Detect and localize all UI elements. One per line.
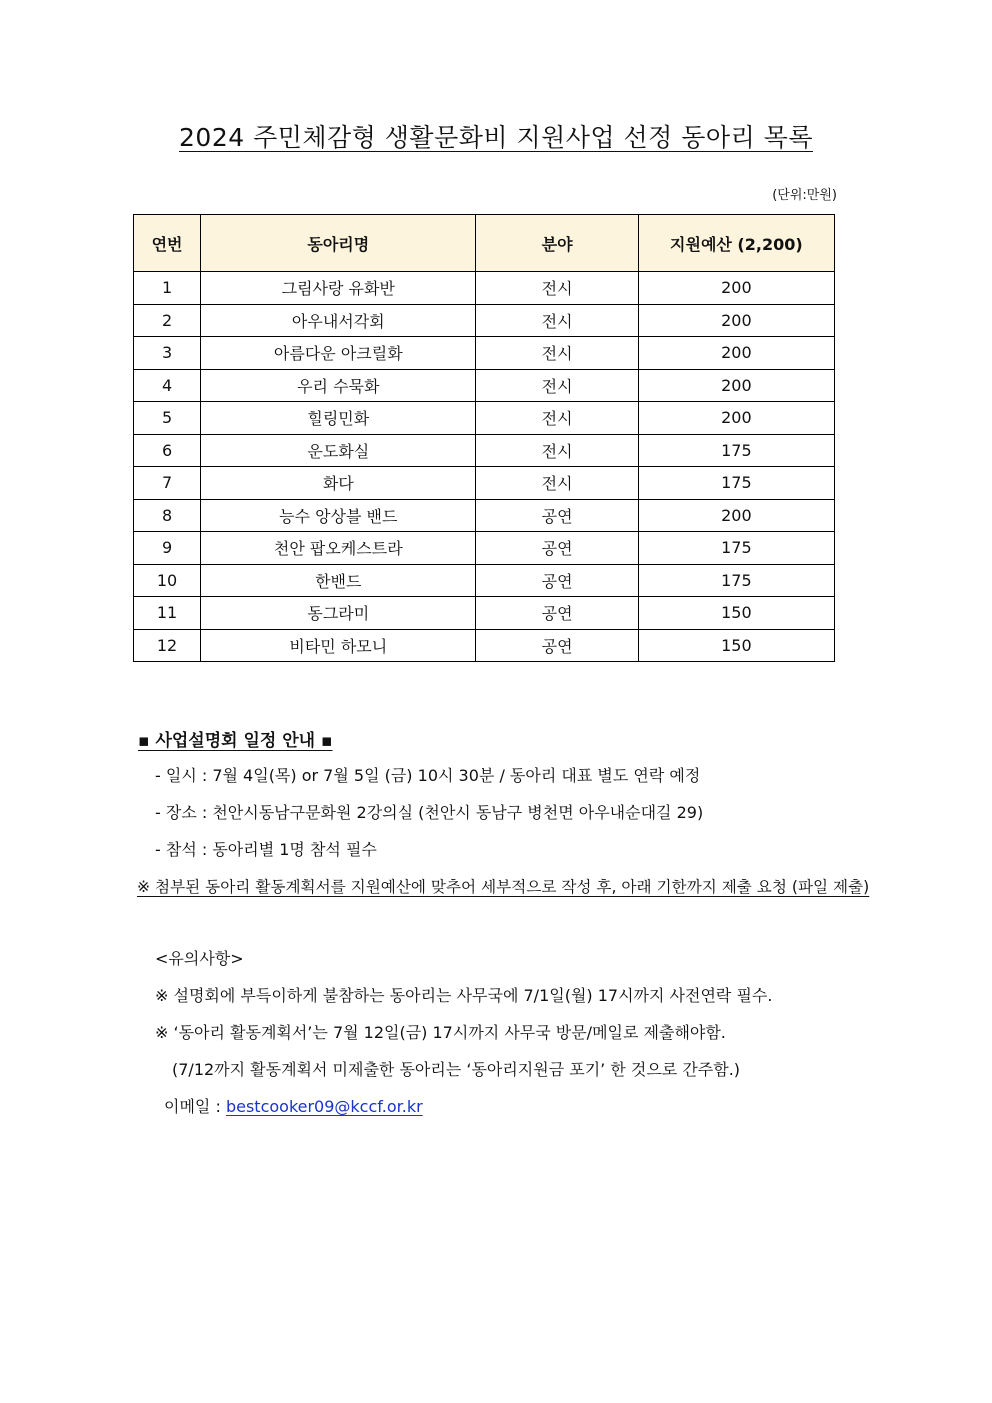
table-row xyxy=(134,564,835,597)
table-row xyxy=(134,369,835,402)
table-row xyxy=(134,629,835,662)
club-list-table xyxy=(133,214,835,662)
table-row xyxy=(134,499,835,532)
cell-number: 3 xyxy=(134,337,201,370)
cell-field: 공연 xyxy=(476,629,638,662)
cell-budget: 200 xyxy=(638,369,834,402)
table-row xyxy=(134,304,835,337)
cell-club-name: 우리 수묵화 xyxy=(201,369,476,402)
briefing-place: - 장소 : 천안시동남구문화원 2강의실 (천안시 동남구 병천면 아우내순대길 29) xyxy=(155,803,704,822)
cell-budget: 200 xyxy=(638,272,834,305)
cell-number: 9 xyxy=(134,532,201,565)
briefing-date: - 일시 : 7월 4일(목) or 7월 5일 (금) 10시 30분 / 동아리 대표 별도 연락 예정 xyxy=(155,766,701,785)
page-title xyxy=(0,118,992,158)
cell-number: 5 xyxy=(134,402,201,435)
email-label: 이메일 : xyxy=(164,1097,221,1116)
briefing-submission-note: ※ 첨부된 동아리 활동계획서를 지원예산에 맞추어 세부적으로 작성 후, 아래 기한까지 제출 요청 (파일 제출) xyxy=(137,878,870,896)
cell-field: 공연 xyxy=(476,499,638,532)
cell-club-name: 동그라미 xyxy=(201,597,476,630)
table-body xyxy=(134,272,835,662)
table-row xyxy=(134,337,835,370)
cell-field: 전시 xyxy=(476,467,638,500)
cell-field: 공연 xyxy=(476,597,638,630)
cell-budget: 200 xyxy=(638,337,834,370)
notice-item-absence: ※ 설명회에 부득이하게 불참하는 동아리는 사무국에 7/1일(월) 17시까지 사전연락 필수. xyxy=(155,986,773,1005)
cell-number: 10 xyxy=(134,564,201,597)
cell-number: 6 xyxy=(134,434,201,467)
cell-club-name: 비타민 하모니 xyxy=(201,629,476,662)
cell-field: 전시 xyxy=(476,304,638,337)
table-row xyxy=(134,532,835,565)
header-number: 연번 xyxy=(134,215,201,272)
table-row xyxy=(134,467,835,500)
header-club-name: 동아리명 xyxy=(201,215,476,272)
cell-club-name: 그림사랑 유화반 xyxy=(201,272,476,305)
table-row xyxy=(134,434,835,467)
notice-item-forfeit: (7/12까지 활동계획서 미제출한 동아리는 ‘동아리지원금 포기’ 한 것으로 간주함.) xyxy=(172,1060,741,1079)
cell-field: 전시 xyxy=(476,369,638,402)
cell-number: 2 xyxy=(134,304,201,337)
cell-club-name: 한밴드 xyxy=(201,564,476,597)
cell-budget: 150 xyxy=(638,629,834,662)
cell-budget: 175 xyxy=(638,564,834,597)
cell-field: 전시 xyxy=(476,272,638,305)
cell-club-name: 아우내서각회 xyxy=(201,304,476,337)
cell-club-name: 아름다운 아크릴화 xyxy=(201,337,476,370)
header-field: 분야 xyxy=(476,215,638,272)
page-title-text: 2024 주민체감형 생활문화비 지원사업 선정 동아리 목록 xyxy=(179,123,813,152)
unit-note: (단위:만원) xyxy=(772,188,837,203)
cell-budget: 175 xyxy=(638,532,834,565)
cell-club-name: 능수 앙상블 밴드 xyxy=(201,499,476,532)
cell-club-name: 천안 팝오케스트라 xyxy=(201,532,476,565)
cell-budget: 175 xyxy=(638,467,834,500)
briefing-attendance: - 참석 : 동아리별 1명 참석 필수 xyxy=(155,840,377,859)
notice-item-deadline: ※ ‘동아리 활동계획서’는 7월 12일(금) 17시까지 사무국 방문/메일로 제출해야함. xyxy=(155,1023,726,1042)
header-budget: 지원예산 (2,200) xyxy=(638,215,834,272)
table-row xyxy=(134,402,835,435)
cell-club-name: 화다 xyxy=(201,467,476,500)
cell-budget: 200 xyxy=(638,499,834,532)
cell-budget: 200 xyxy=(638,304,834,337)
cell-field: 공연 xyxy=(476,532,638,565)
cell-club-name: 힐링민화 xyxy=(201,402,476,435)
cell-number: 4 xyxy=(134,369,201,402)
cell-number: 12 xyxy=(134,629,201,662)
cell-number: 11 xyxy=(134,597,201,630)
cell-field: 전시 xyxy=(476,337,638,370)
cell-club-name: 운도화실 xyxy=(201,434,476,467)
notices-heading: <유의사항> xyxy=(155,949,244,968)
cell-number: 8 xyxy=(134,499,201,532)
briefing-heading: ▪ 사업설명회 일정 안내 ▪ xyxy=(138,731,333,751)
cell-budget: 150 xyxy=(638,597,834,630)
cell-budget: 200 xyxy=(638,402,834,435)
cell-number: 1 xyxy=(134,272,201,305)
cell-budget: 175 xyxy=(638,434,834,467)
email-link[interactable]: bestcooker09@kccf.or.kr xyxy=(225,1097,423,1116)
cell-field: 공연 xyxy=(476,564,638,597)
cell-field: 전시 xyxy=(476,402,638,435)
cell-number: 7 xyxy=(134,467,201,500)
email-line xyxy=(164,1095,423,1119)
table-row xyxy=(134,597,835,630)
table-row xyxy=(134,272,835,305)
table-header-row xyxy=(134,215,835,272)
cell-field: 전시 xyxy=(476,434,638,467)
